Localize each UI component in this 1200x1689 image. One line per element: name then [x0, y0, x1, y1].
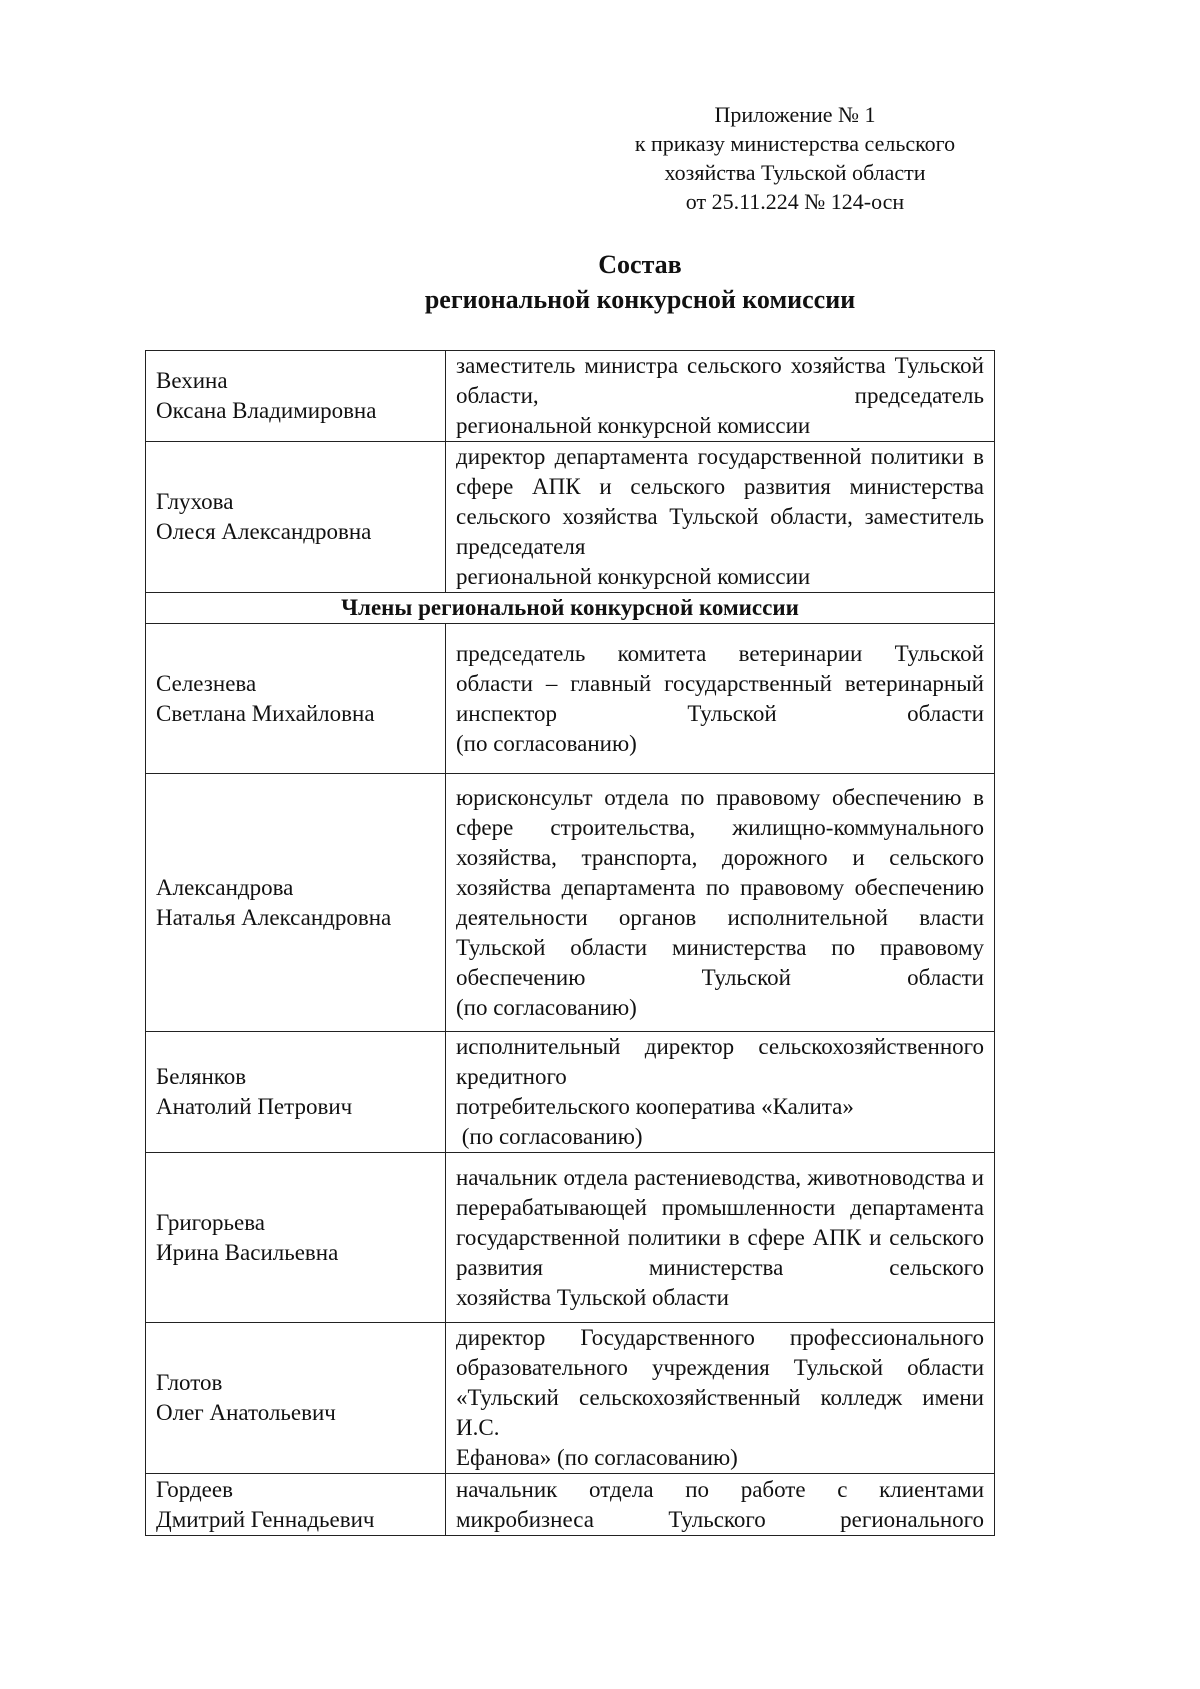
table-row	[146, 1474, 995, 1536]
member-surname: Гордеев	[156, 1476, 233, 1502]
member-role-end: потребительского кооператива «Калита» (по согласованию)	[456, 1094, 854, 1149]
name-cell	[146, 774, 446, 1032]
member-given-name: Светлана Михайловна	[156, 700, 375, 726]
name-cell	[146, 351, 446, 442]
role-cell	[446, 351, 995, 442]
member-role: директор департамента государственной политики в сфере АПК и сельского развития министерства сельского хозяйства Тульской области, заместитель председателя	[456, 444, 984, 559]
role-cell	[446, 774, 995, 1032]
table-row	[146, 1153, 995, 1323]
document-subtitle: региональной конкурсной комиссии	[424, 285, 856, 314]
member-surname: Вехина	[156, 368, 228, 393]
table-row	[146, 774, 995, 1032]
member-surname: Глотов	[156, 1370, 223, 1395]
member-role: начальник отдела растениеводства, животноводства и перерабатывающей промышленности департамента государственной политики в сфере АПК и сельского развития министерства сельского	[456, 1164, 984, 1280]
role-cell	[446, 442, 995, 593]
name-cell	[146, 1153, 446, 1323]
member-given-name: Наталья Александровна	[156, 904, 392, 930]
member-role: заместитель министра сельского хозяйства Тульской области, председатель	[456, 353, 984, 408]
members-section-header: Члены региональной конкурсной комиссии	[146, 593, 995, 624]
member-surname: Глухова	[156, 489, 234, 514]
member-given-name: Оксана Владимировна	[156, 398, 377, 423]
name-cell	[146, 624, 446, 774]
member-given-name: Анатолий Петрович	[156, 1094, 353, 1119]
role-cell	[446, 1032, 995, 1153]
name-cell	[146, 1323, 446, 1474]
table-row	[146, 351, 995, 442]
member-given-name: Олег Анатольевич	[156, 1400, 336, 1425]
name-cell	[146, 1032, 446, 1153]
table-row	[146, 1323, 995, 1474]
member-role-end: региональной конкурсной комиссии	[456, 413, 811, 438]
member-role-end: региональной конкурсной комиссии	[456, 564, 811, 589]
table-row	[146, 624, 995, 774]
member-role: исполнительный директор сельскохозяйственного кредитного	[456, 1034, 984, 1089]
role-cell	[446, 1323, 995, 1474]
member-given-name: Ирина Васильевна	[156, 1239, 339, 1265]
member-surname: Александрова	[156, 874, 294, 900]
appendix-line-4: от 25.11.224 № 124-осн	[685, 189, 905, 214]
member-role: председатель комитета ветеринарии Тульской области – главный государственный ветеринарный инспектор Тульской области	[456, 640, 984, 726]
table-row	[146, 442, 995, 593]
member-role: директор Государственного профессионального образовательного учреждения Тульской области «Тульский сельскохозяйственный колледж имени И.С.	[456, 1325, 984, 1440]
member-role-end: Ефанова» (по согласованию)	[456, 1445, 738, 1470]
name-cell	[146, 442, 446, 593]
appendix-note	[600, 100, 990, 216]
appendix-line-2: к приказу министерства сельского	[634, 131, 956, 156]
table-row	[146, 1032, 995, 1153]
member-surname: Селезнева	[156, 670, 257, 696]
appendix-line-1: Приложение № 1	[714, 102, 876, 127]
member-surname: Белянков	[156, 1064, 247, 1089]
member-role-end: хозяйства Тульской области	[456, 1284, 729, 1310]
member-role-end: (по согласованию)	[456, 994, 637, 1020]
document-title: Состав	[598, 250, 682, 279]
member-role: начальник отдела по работе с клиентами микробизнеса Тульского регионального	[456, 1476, 984, 1532]
member-given-name: Дмитрий Геннадьевич	[156, 1506, 375, 1532]
commission-table	[145, 350, 995, 1536]
name-cell	[146, 1474, 446, 1536]
table-row-section-header	[146, 593, 995, 624]
member-given-name: Олеся Александровна	[156, 519, 372, 544]
member-role: юрисконсульт отдела по правовому обеспечению в сфере строительства, жилищно-коммунального хозяйства, транспорта, дорожного и сельского хозяйства департамента по правовому обеспечению деятельности органов исполнительной власти Тульской области министерства по правовому обеспечению Тульской области	[456, 784, 984, 990]
member-surname: Григорьева	[156, 1209, 265, 1235]
role-cell	[446, 1153, 995, 1323]
appendix-line-3: хозяйства Тульской области	[664, 160, 926, 185]
member-role-end: (по согласованию)	[456, 730, 637, 756]
role-cell	[446, 624, 995, 774]
role-cell	[446, 1474, 995, 1536]
